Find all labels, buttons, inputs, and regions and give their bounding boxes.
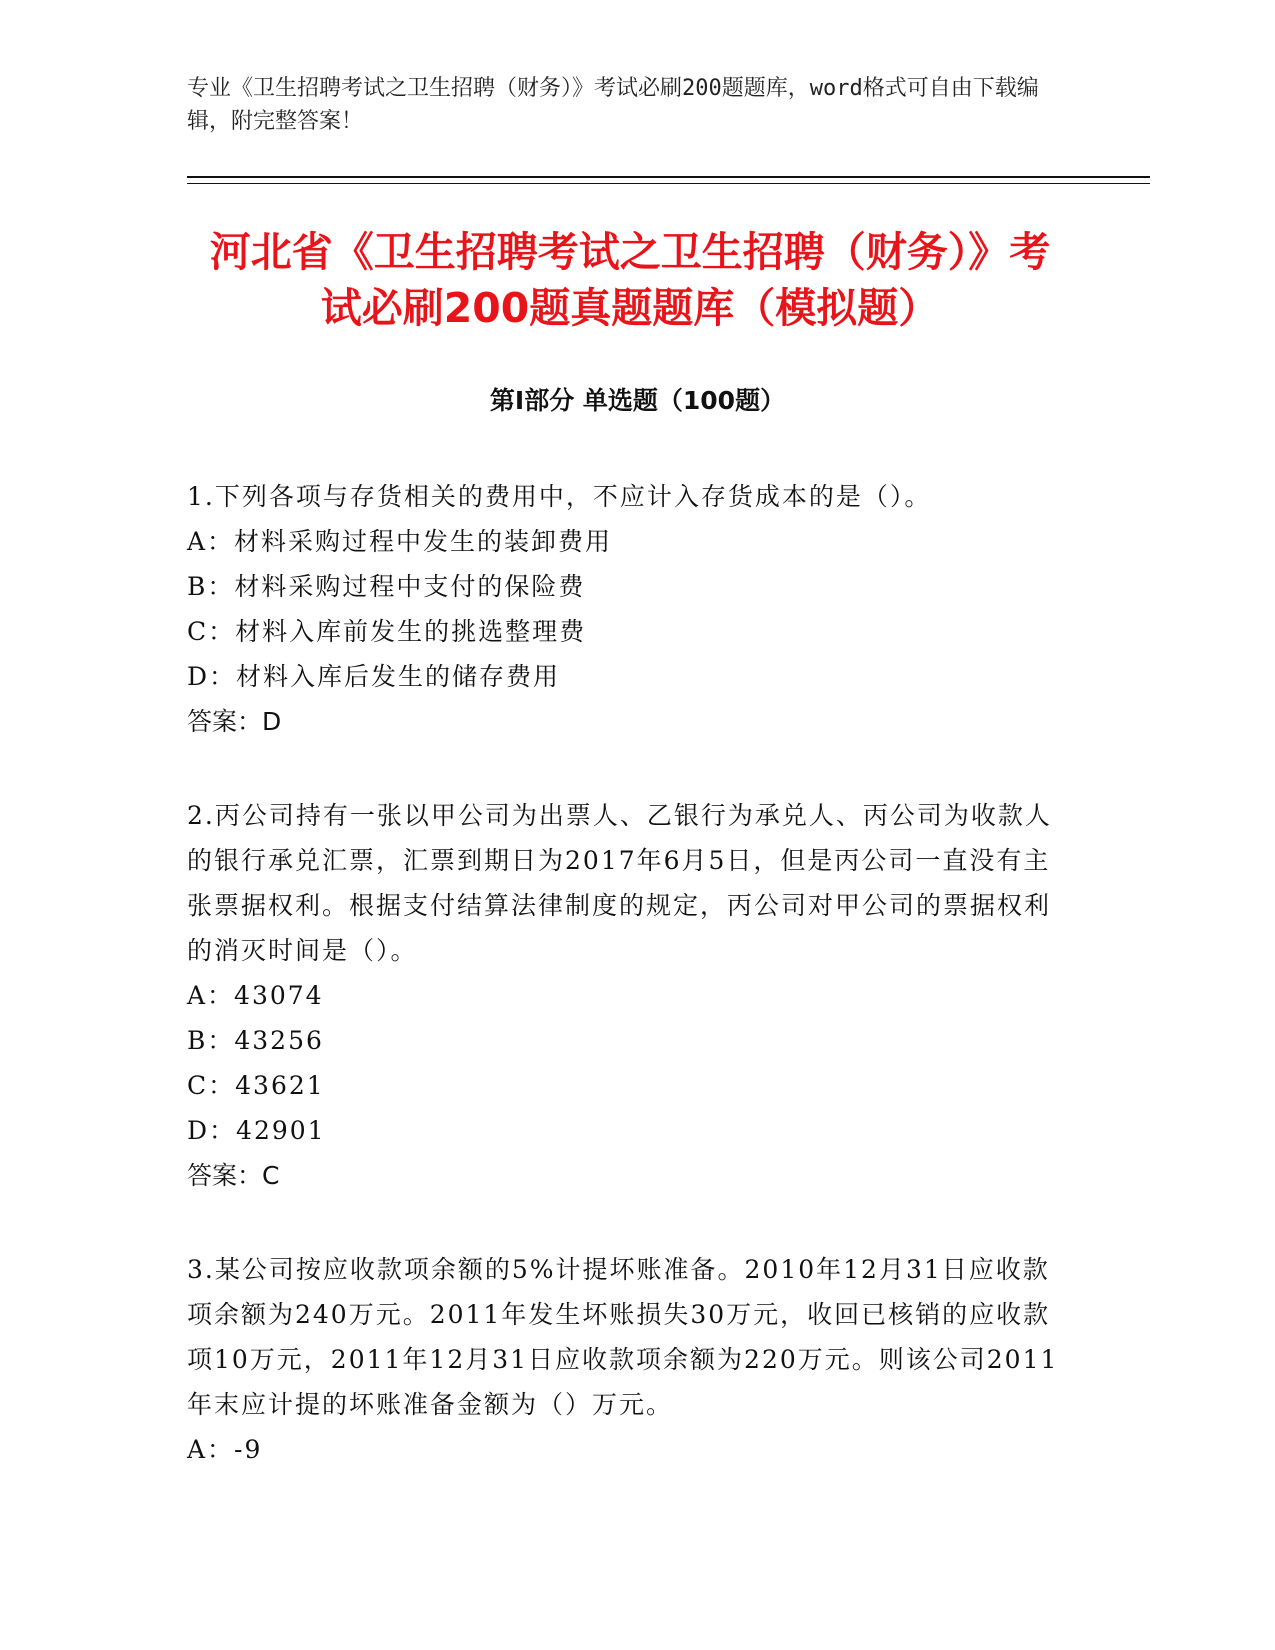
option-c: C：材料入库前发生的挑选整理费 <box>187 617 587 646</box>
option-d: D：42901 <box>187 1116 326 1145</box>
option-b: B：材料采购过程中支付的保险费 <box>187 572 586 601</box>
section-title: 第I部分 单选题（100题） <box>489 386 786 415</box>
answer: 答案：C <box>187 1161 280 1190</box>
answer: 答案：D <box>187 707 282 736</box>
header-note: 专业《卫生招聘考试之卫生招聘（财务）》考试必刷200题题库，word格式可自由下载编辑，附完整答案！ <box>187 76 1039 134</box>
option-a: A：43074 <box>187 981 324 1010</box>
document-title: 河北省《卫生招聘考试之卫生招聘（财务）》考试必刷200题真题题库（模拟题） <box>209 228 1051 332</box>
option-c: C：43621 <box>187 1071 325 1100</box>
option-a: A：材料采购过程中发生的装卸费用 <box>187 527 613 556</box>
question-stem: 3.某公司按应收款项余额的5%计提坏账准备。2010年12月31日应收款项余额为240万元。2011年发生坏账损失30万元，收回已核销的应收款项10万元，2011年12月31日应收款项余额为220万元。则该公司2011年末应计提的坏账准备金额为（）万元。 <box>187 1255 1059 1419</box>
option-a: A：-9 <box>187 1435 263 1464</box>
question-1 <box>187 474 1067 744</box>
option-d: D：材料入库后发生的储存费用 <box>187 662 561 691</box>
question-stem: 2.丙公司持有一张以甲公司为出票人、乙银行为承兑人、丙公司为收款人的银行承兑汇票，汇票到期日为2017年6月5日，但是丙公司一直没有主张票据权利。根据支付结算法律制度的规定，丙公司对甲公司的票据权利的消灭时间是（）。 <box>187 801 1052 965</box>
option-b: B：43256 <box>187 1026 324 1055</box>
question-stem: 1.下列各项与存货相关的费用中，不应计入存货成本的是（）。 <box>187 482 932 511</box>
question-3 <box>187 1247 1067 1472</box>
question-2 <box>187 793 1067 1198</box>
header-rule-thin <box>187 183 1150 184</box>
header-rule <box>187 176 1150 178</box>
